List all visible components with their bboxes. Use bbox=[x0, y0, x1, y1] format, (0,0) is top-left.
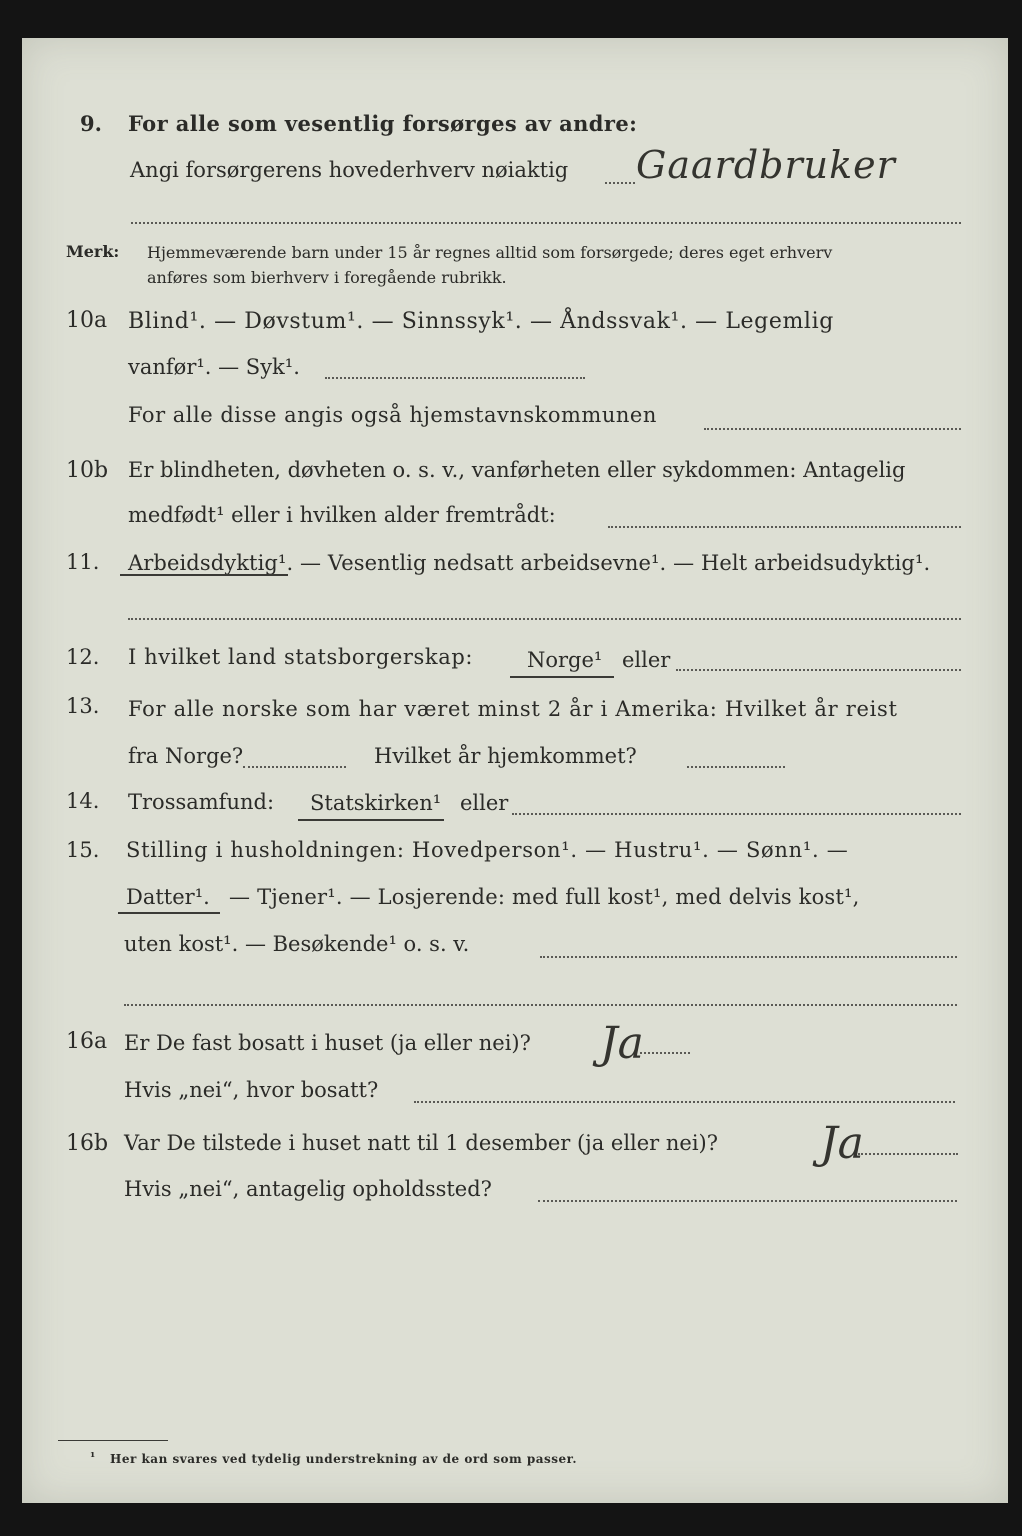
q14-prefix: Trossamfund: bbox=[128, 790, 275, 814]
q16a-number: 16a bbox=[66, 1029, 108, 1054]
q12-underline-norge bbox=[510, 676, 614, 678]
q16b-handwritten-answer: Ja bbox=[820, 1118, 864, 1169]
q16b-opholdssted-line bbox=[538, 1200, 957, 1202]
q10a-answer-line bbox=[325, 377, 585, 379]
merk-line2: anføres som bierhverv i foregående rubrikk. bbox=[147, 268, 507, 287]
q16a-line2: Hvis „nei“, hvor bosatt? bbox=[124, 1078, 379, 1102]
q10b-answer-line bbox=[608, 526, 961, 528]
q14-underline-statskirken bbox=[298, 819, 444, 821]
q16b-line2: Hvis „nei“, antagelig opholdssted? bbox=[124, 1177, 492, 1201]
q10a-line2: vanfør¹. — Syk¹. bbox=[128, 355, 300, 379]
q15-number: 15. bbox=[66, 838, 100, 862]
q16b-answer-dots bbox=[858, 1153, 958, 1155]
q14-answer-line bbox=[512, 813, 961, 815]
q15-underline-datter bbox=[118, 912, 220, 914]
q16a-handwritten-answer: Ja bbox=[600, 1018, 644, 1069]
q16a-line1: Er De fast bosatt i huset (ja eller nei)? bbox=[124, 1031, 531, 1055]
q13-line1: For alle norske som har været minst 2 år i Amerika: Hvilket år reist bbox=[128, 697, 898, 721]
footnote-mark: ¹ bbox=[90, 1450, 96, 1464]
q13-line2a: fra Norge? bbox=[128, 744, 244, 768]
q14-suffix: eller bbox=[460, 791, 509, 815]
q13-line2b: Hvilket år hjemkommet? bbox=[374, 744, 637, 768]
q10a-line1: Blind¹. — Døvstum¹. — Sinnssyk¹. — Åndssvak¹. — Legemlig bbox=[128, 309, 834, 334]
footnote-rule bbox=[58, 1440, 168, 1441]
q12-choice-norge: Norge¹ bbox=[527, 648, 603, 672]
q10b-number: 10b bbox=[66, 458, 109, 483]
q12-suffix: eller bbox=[622, 648, 671, 672]
q12-answer-line bbox=[676, 669, 961, 671]
q9-line2: Angi forsørgerens hovederhverv nøiaktig bbox=[130, 158, 569, 182]
q9-handwritten-answer: Gaardbruker bbox=[636, 143, 896, 187]
q13-reist-line bbox=[243, 766, 346, 768]
q10b-line1: Er blindheten, døvheten o. s. v., vanførheten eller sykdommen: Antagelig bbox=[128, 458, 906, 482]
q13-hjemkommet-line bbox=[687, 766, 785, 768]
q15-line2b: — Tjener¹. — Losjerende: med full kost¹, med delvis kost¹, bbox=[229, 885, 860, 909]
merk-label: Merk: bbox=[66, 242, 120, 261]
q15-choice-datter: Datter¹. bbox=[126, 885, 210, 909]
merk-line1: Hjemmeværende barn under 15 år regnes alltid som forsørgede; deres eget erhverv bbox=[147, 243, 833, 262]
q12-number: 12. bbox=[66, 645, 100, 669]
q16b-number: 16b bbox=[66, 1131, 109, 1156]
q11-number: 11. bbox=[66, 550, 100, 574]
q9-extra-line bbox=[131, 222, 961, 224]
q12-prefix: I hvilket land statsborgerskap: bbox=[128, 645, 474, 669]
q10b-line2: medfødt¹ eller i hvilken alder fremtrådt: bbox=[128, 503, 556, 527]
q9-line1: For alle som vesentlig forsørges av andre: bbox=[128, 111, 638, 136]
q10a-hometown-line bbox=[704, 428, 961, 430]
q16a-bosatt-line bbox=[414, 1101, 955, 1103]
q15-answer-line bbox=[540, 956, 957, 958]
q9-number: 9. bbox=[80, 111, 102, 136]
q11-line1: Arbeidsdyktig¹. — Vesentlig nedsatt arbeidsevne¹. — Helt arbeidsudyktig¹. bbox=[128, 551, 931, 575]
q16b-line1: Var De tilstede i huset natt til 1 desember (ja eller nei)? bbox=[124, 1131, 719, 1155]
q11-underline-arbeidsdyktig bbox=[120, 574, 288, 576]
q14-choice-statskirken: Statskirken¹ bbox=[310, 791, 442, 815]
q10a-line3: For alle disse angis også hjemstavnskommunen bbox=[128, 403, 657, 427]
q10a-number: 10a bbox=[66, 308, 108, 333]
footnote-text: Her kan svares ved tydelig understrekning av de ord som passer. bbox=[110, 1452, 578, 1466]
q16a-answer-dots bbox=[640, 1052, 690, 1054]
q15-extra-line bbox=[124, 1004, 957, 1006]
q15-line1: Stilling i husholdningen: Hovedperson¹. — Hustru¹. — Sønn¹. — bbox=[126, 838, 849, 862]
q14-number: 14. bbox=[66, 789, 100, 813]
q13-number: 13. bbox=[66, 694, 100, 718]
q15-line3: uten kost¹. — Besøkende¹ o. s. v. bbox=[124, 932, 470, 956]
q9-answer-dots bbox=[605, 182, 635, 184]
q11-extra-line bbox=[128, 618, 961, 620]
